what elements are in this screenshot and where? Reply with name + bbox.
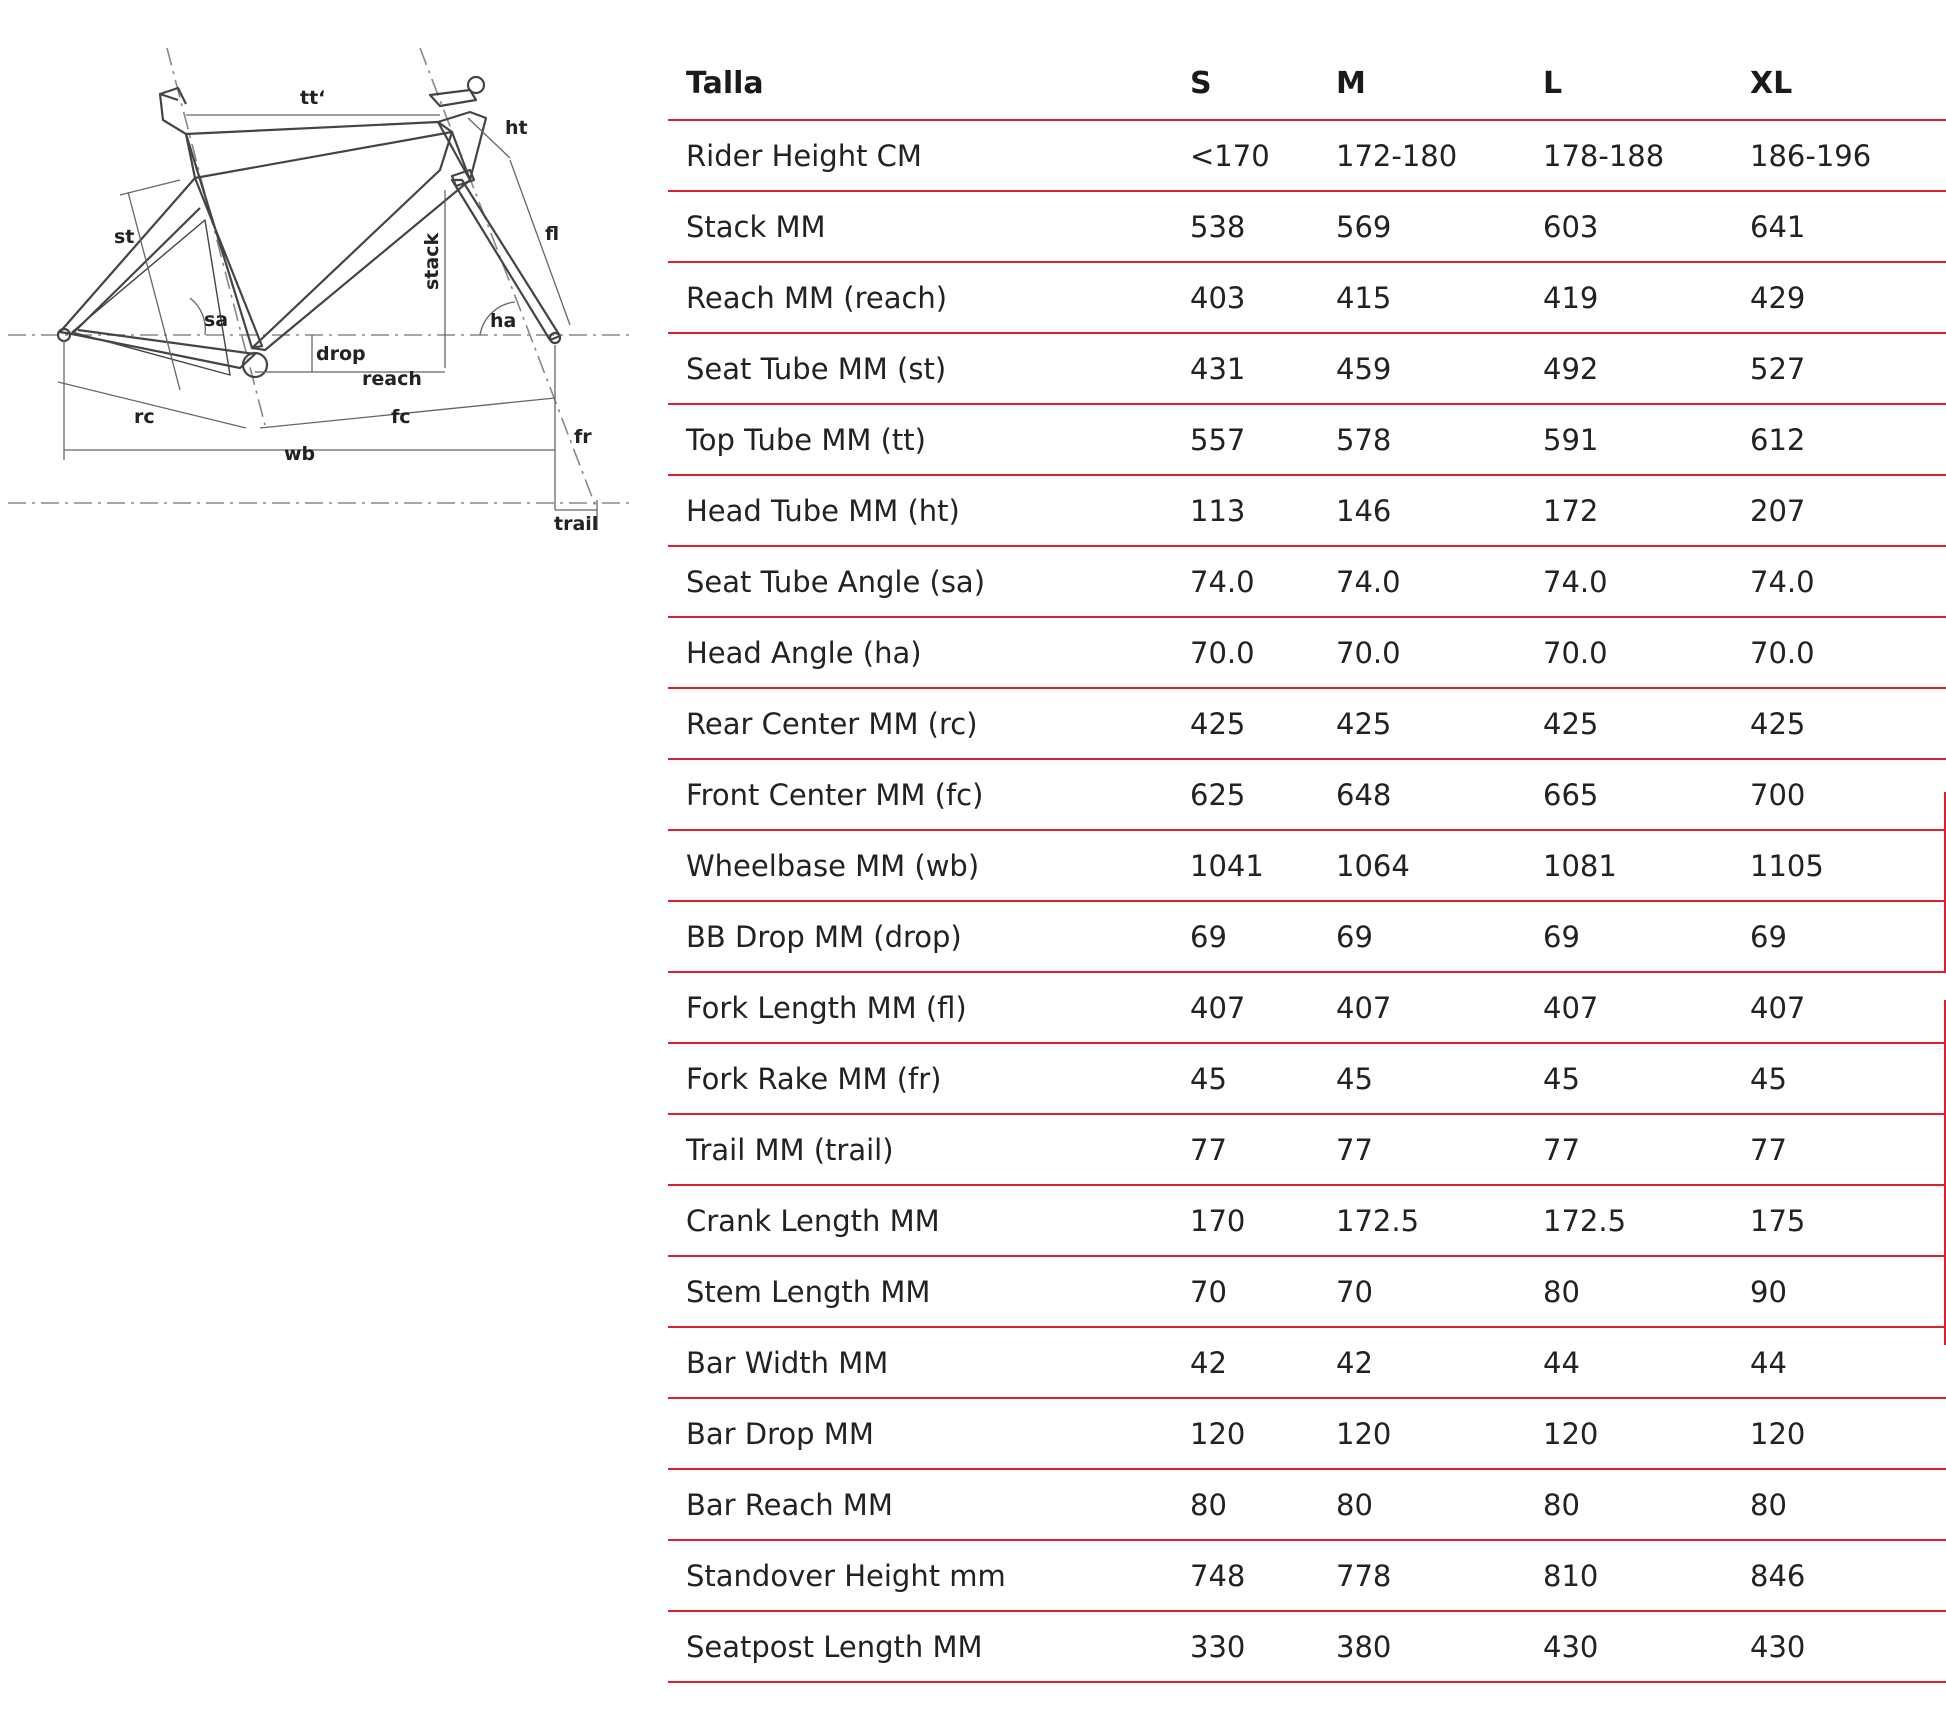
cell-size-s: 748 — [1172, 1540, 1318, 1611]
table-row — [668, 1043, 1946, 1114]
table-row — [668, 404, 1946, 475]
cell-size-s: 330 — [1172, 1611, 1318, 1682]
cell-size-s: 45 — [1172, 1043, 1318, 1114]
cell-size-s: 70.0 — [1172, 617, 1318, 688]
cell-size-s: 69 — [1172, 901, 1318, 972]
table-row — [668, 262, 1946, 333]
cell-size-m: 648 — [1318, 759, 1525, 830]
table-row — [668, 120, 1946, 191]
cell-size-l: 172 — [1525, 475, 1732, 546]
row-label: Front Center MM (fc) — [668, 759, 1172, 830]
cell-size-m: 172.5 — [1318, 1185, 1525, 1256]
cell-size-xl: 77 — [1732, 1114, 1946, 1185]
diagram-label-drop: drop — [316, 343, 366, 365]
cell-size-m: 425 — [1318, 688, 1525, 759]
table-row — [668, 688, 1946, 759]
diagram-label-fc: fc — [391, 406, 411, 428]
row-label: Seatpost Length MM — [668, 1611, 1172, 1682]
cell-size-m: 146 — [1318, 475, 1525, 546]
cell-size-l: 492 — [1525, 333, 1732, 404]
header-row — [668, 48, 1946, 120]
table-row — [668, 1540, 1946, 1611]
table-row — [668, 191, 1946, 262]
row-label: Seat Tube Angle (sa) — [668, 546, 1172, 617]
cell-size-s: 42 — [1172, 1327, 1318, 1398]
table-row — [668, 1185, 1946, 1256]
header-size-xl: XL — [1732, 48, 1946, 120]
cell-size-s: 425 — [1172, 688, 1318, 759]
cell-size-l: 74.0 — [1525, 546, 1732, 617]
cell-size-l: 44 — [1525, 1327, 1732, 1398]
row-label: Reach MM (reach) — [668, 262, 1172, 333]
row-label: Bar Reach MM — [668, 1469, 1172, 1540]
header-size-l: L — [1525, 48, 1732, 120]
cell-size-s: 431 — [1172, 333, 1318, 404]
cell-size-l: 425 — [1525, 688, 1732, 759]
cell-size-l: 178-188 — [1525, 120, 1732, 191]
row-label: Seat Tube MM (st) — [668, 333, 1172, 404]
cell-size-l: 70.0 — [1525, 617, 1732, 688]
cell-size-l: 591 — [1525, 404, 1732, 475]
row-label: Fork Rake MM (fr) — [668, 1043, 1172, 1114]
cell-size-m: 77 — [1318, 1114, 1525, 1185]
cell-size-xl: 425 — [1732, 688, 1946, 759]
cell-size-xl: 90 — [1732, 1256, 1946, 1327]
cell-size-xl: 69 — [1732, 901, 1946, 972]
diagram-label-reach: reach — [362, 368, 422, 390]
cell-size-s: <170 — [1172, 120, 1318, 191]
diagram-label-fr: fr — [574, 426, 592, 448]
cell-size-s: 538 — [1172, 191, 1318, 262]
table-row — [668, 546, 1946, 617]
row-label: Top Tube MM (tt) — [668, 404, 1172, 475]
cell-size-l: 80 — [1525, 1469, 1732, 1540]
table-row — [668, 1114, 1946, 1185]
header-size-m: M — [1318, 48, 1525, 120]
diagram-label-rc: rc — [134, 406, 155, 428]
row-label: Stack MM — [668, 191, 1172, 262]
geometry-diagram — [0, 30, 640, 550]
cell-size-l: 603 — [1525, 191, 1732, 262]
cell-size-xl: 186-196 — [1732, 120, 1946, 191]
table-row — [668, 475, 1946, 546]
cell-size-s: 77 — [1172, 1114, 1318, 1185]
cell-size-m: 569 — [1318, 191, 1525, 262]
cell-size-xl: 700 — [1732, 759, 1946, 830]
cell-size-l: 120 — [1525, 1398, 1732, 1469]
cell-size-l: 77 — [1525, 1114, 1732, 1185]
diagram-label-tt: tt‘ — [300, 87, 326, 109]
row-label: Rider Height CM — [668, 120, 1172, 191]
cell-size-l: 69 — [1525, 901, 1732, 972]
cell-size-l: 419 — [1525, 262, 1732, 333]
cell-size-xl: 175 — [1732, 1185, 1946, 1256]
cell-size-xl: 44 — [1732, 1327, 1946, 1398]
table-row — [668, 617, 1946, 688]
row-label: Standover Height mm — [668, 1540, 1172, 1611]
row-label: Bar Drop MM — [668, 1398, 1172, 1469]
cell-size-s: 1041 — [1172, 830, 1318, 901]
cell-size-s: 557 — [1172, 404, 1318, 475]
row-label: Rear Center MM (rc) — [668, 688, 1172, 759]
cell-size-xl: 612 — [1732, 404, 1946, 475]
cell-size-s: 407 — [1172, 972, 1318, 1043]
cell-size-xl: 527 — [1732, 333, 1946, 404]
cell-size-xl: 45 — [1732, 1043, 1946, 1114]
table-header — [668, 48, 1946, 120]
cell-size-s: 625 — [1172, 759, 1318, 830]
row-label: Stem Length MM — [668, 1256, 1172, 1327]
cell-size-l: 407 — [1525, 972, 1732, 1043]
cell-size-s: 120 — [1172, 1398, 1318, 1469]
cell-size-s: 403 — [1172, 262, 1318, 333]
cell-size-xl: 846 — [1732, 1540, 1946, 1611]
cell-size-m: 415 — [1318, 262, 1525, 333]
cell-size-m: 380 — [1318, 1611, 1525, 1682]
cell-size-xl: 1105 — [1732, 830, 1946, 901]
cell-size-s: 170 — [1172, 1185, 1318, 1256]
diagram-label-ht: ht — [505, 117, 528, 139]
diagram-label-wb: wb — [284, 443, 316, 465]
table-row — [668, 1327, 1946, 1398]
cell-size-l: 172.5 — [1525, 1185, 1732, 1256]
cell-size-l: 1081 — [1525, 830, 1732, 901]
row-label: Head Angle (ha) — [668, 617, 1172, 688]
cell-size-m: 45 — [1318, 1043, 1525, 1114]
cell-size-s: 74.0 — [1172, 546, 1318, 617]
diagram-label-stack: stack — [421, 232, 443, 290]
row-label: Crank Length MM — [668, 1185, 1172, 1256]
row-label: Head Tube MM (ht) — [668, 475, 1172, 546]
cell-size-m: 69 — [1318, 901, 1525, 972]
cell-size-xl: 74.0 — [1732, 546, 1946, 617]
diagram-label-trail: trail — [554, 513, 599, 535]
diagram-label-fl: fl — [545, 223, 560, 245]
cell-size-xl: 120 — [1732, 1398, 1946, 1469]
cell-size-xl: 641 — [1732, 191, 1946, 262]
row-label: BB Drop MM (drop) — [668, 901, 1172, 972]
cell-size-xl: 80 — [1732, 1469, 1946, 1540]
table-row — [668, 759, 1946, 830]
cell-size-m: 407 — [1318, 972, 1525, 1043]
table-row — [668, 972, 1946, 1043]
cell-size-xl: 207 — [1732, 475, 1946, 546]
cell-size-xl: 407 — [1732, 972, 1946, 1043]
cell-size-s: 113 — [1172, 475, 1318, 546]
header-size-s: S — [1172, 48, 1318, 120]
cell-size-m: 42 — [1318, 1327, 1525, 1398]
cell-size-m: 80 — [1318, 1469, 1525, 1540]
cell-size-xl: 430 — [1732, 1611, 1946, 1682]
table-row — [668, 333, 1946, 404]
table-row — [668, 830, 1946, 901]
cell-size-s: 80 — [1172, 1469, 1318, 1540]
row-label: Fork Length MM (fl) — [668, 972, 1172, 1043]
table-body — [668, 120, 1946, 1682]
cell-size-m: 70.0 — [1318, 617, 1525, 688]
cell-size-s: 70 — [1172, 1256, 1318, 1327]
table-row — [668, 1611, 1946, 1682]
row-label: Trail MM (trail) — [668, 1114, 1172, 1185]
header-label: Talla — [668, 48, 1172, 120]
cell-size-l: 665 — [1525, 759, 1732, 830]
diagram-label-ha: ha — [490, 310, 517, 332]
table-row — [668, 901, 1946, 972]
cell-size-l: 430 — [1525, 1611, 1732, 1682]
cell-size-l: 80 — [1525, 1256, 1732, 1327]
cell-size-l: 810 — [1525, 1540, 1732, 1611]
cell-size-m: 74.0 — [1318, 546, 1525, 617]
cell-size-m: 459 — [1318, 333, 1525, 404]
table-row — [668, 1398, 1946, 1469]
diagram-label-sa: sa — [204, 309, 229, 331]
cell-size-m: 120 — [1318, 1398, 1525, 1469]
table-row — [668, 1469, 1946, 1540]
cell-size-xl: 70.0 — [1732, 617, 1946, 688]
cell-size-xl: 429 — [1732, 262, 1946, 333]
cell-size-m: 778 — [1318, 1540, 1525, 1611]
cell-size-m: 70 — [1318, 1256, 1525, 1327]
diagram-label-st: st — [114, 226, 135, 248]
row-label: Wheelbase MM (wb) — [668, 830, 1172, 901]
cell-size-m: 172-180 — [1318, 120, 1525, 191]
cell-size-l: 45 — [1525, 1043, 1732, 1114]
row-label: Bar Width MM — [668, 1327, 1172, 1398]
table-row — [668, 1256, 1946, 1327]
geometry-table — [668, 48, 1946, 1683]
cell-size-m: 1064 — [1318, 830, 1525, 901]
cell-size-m: 578 — [1318, 404, 1525, 475]
